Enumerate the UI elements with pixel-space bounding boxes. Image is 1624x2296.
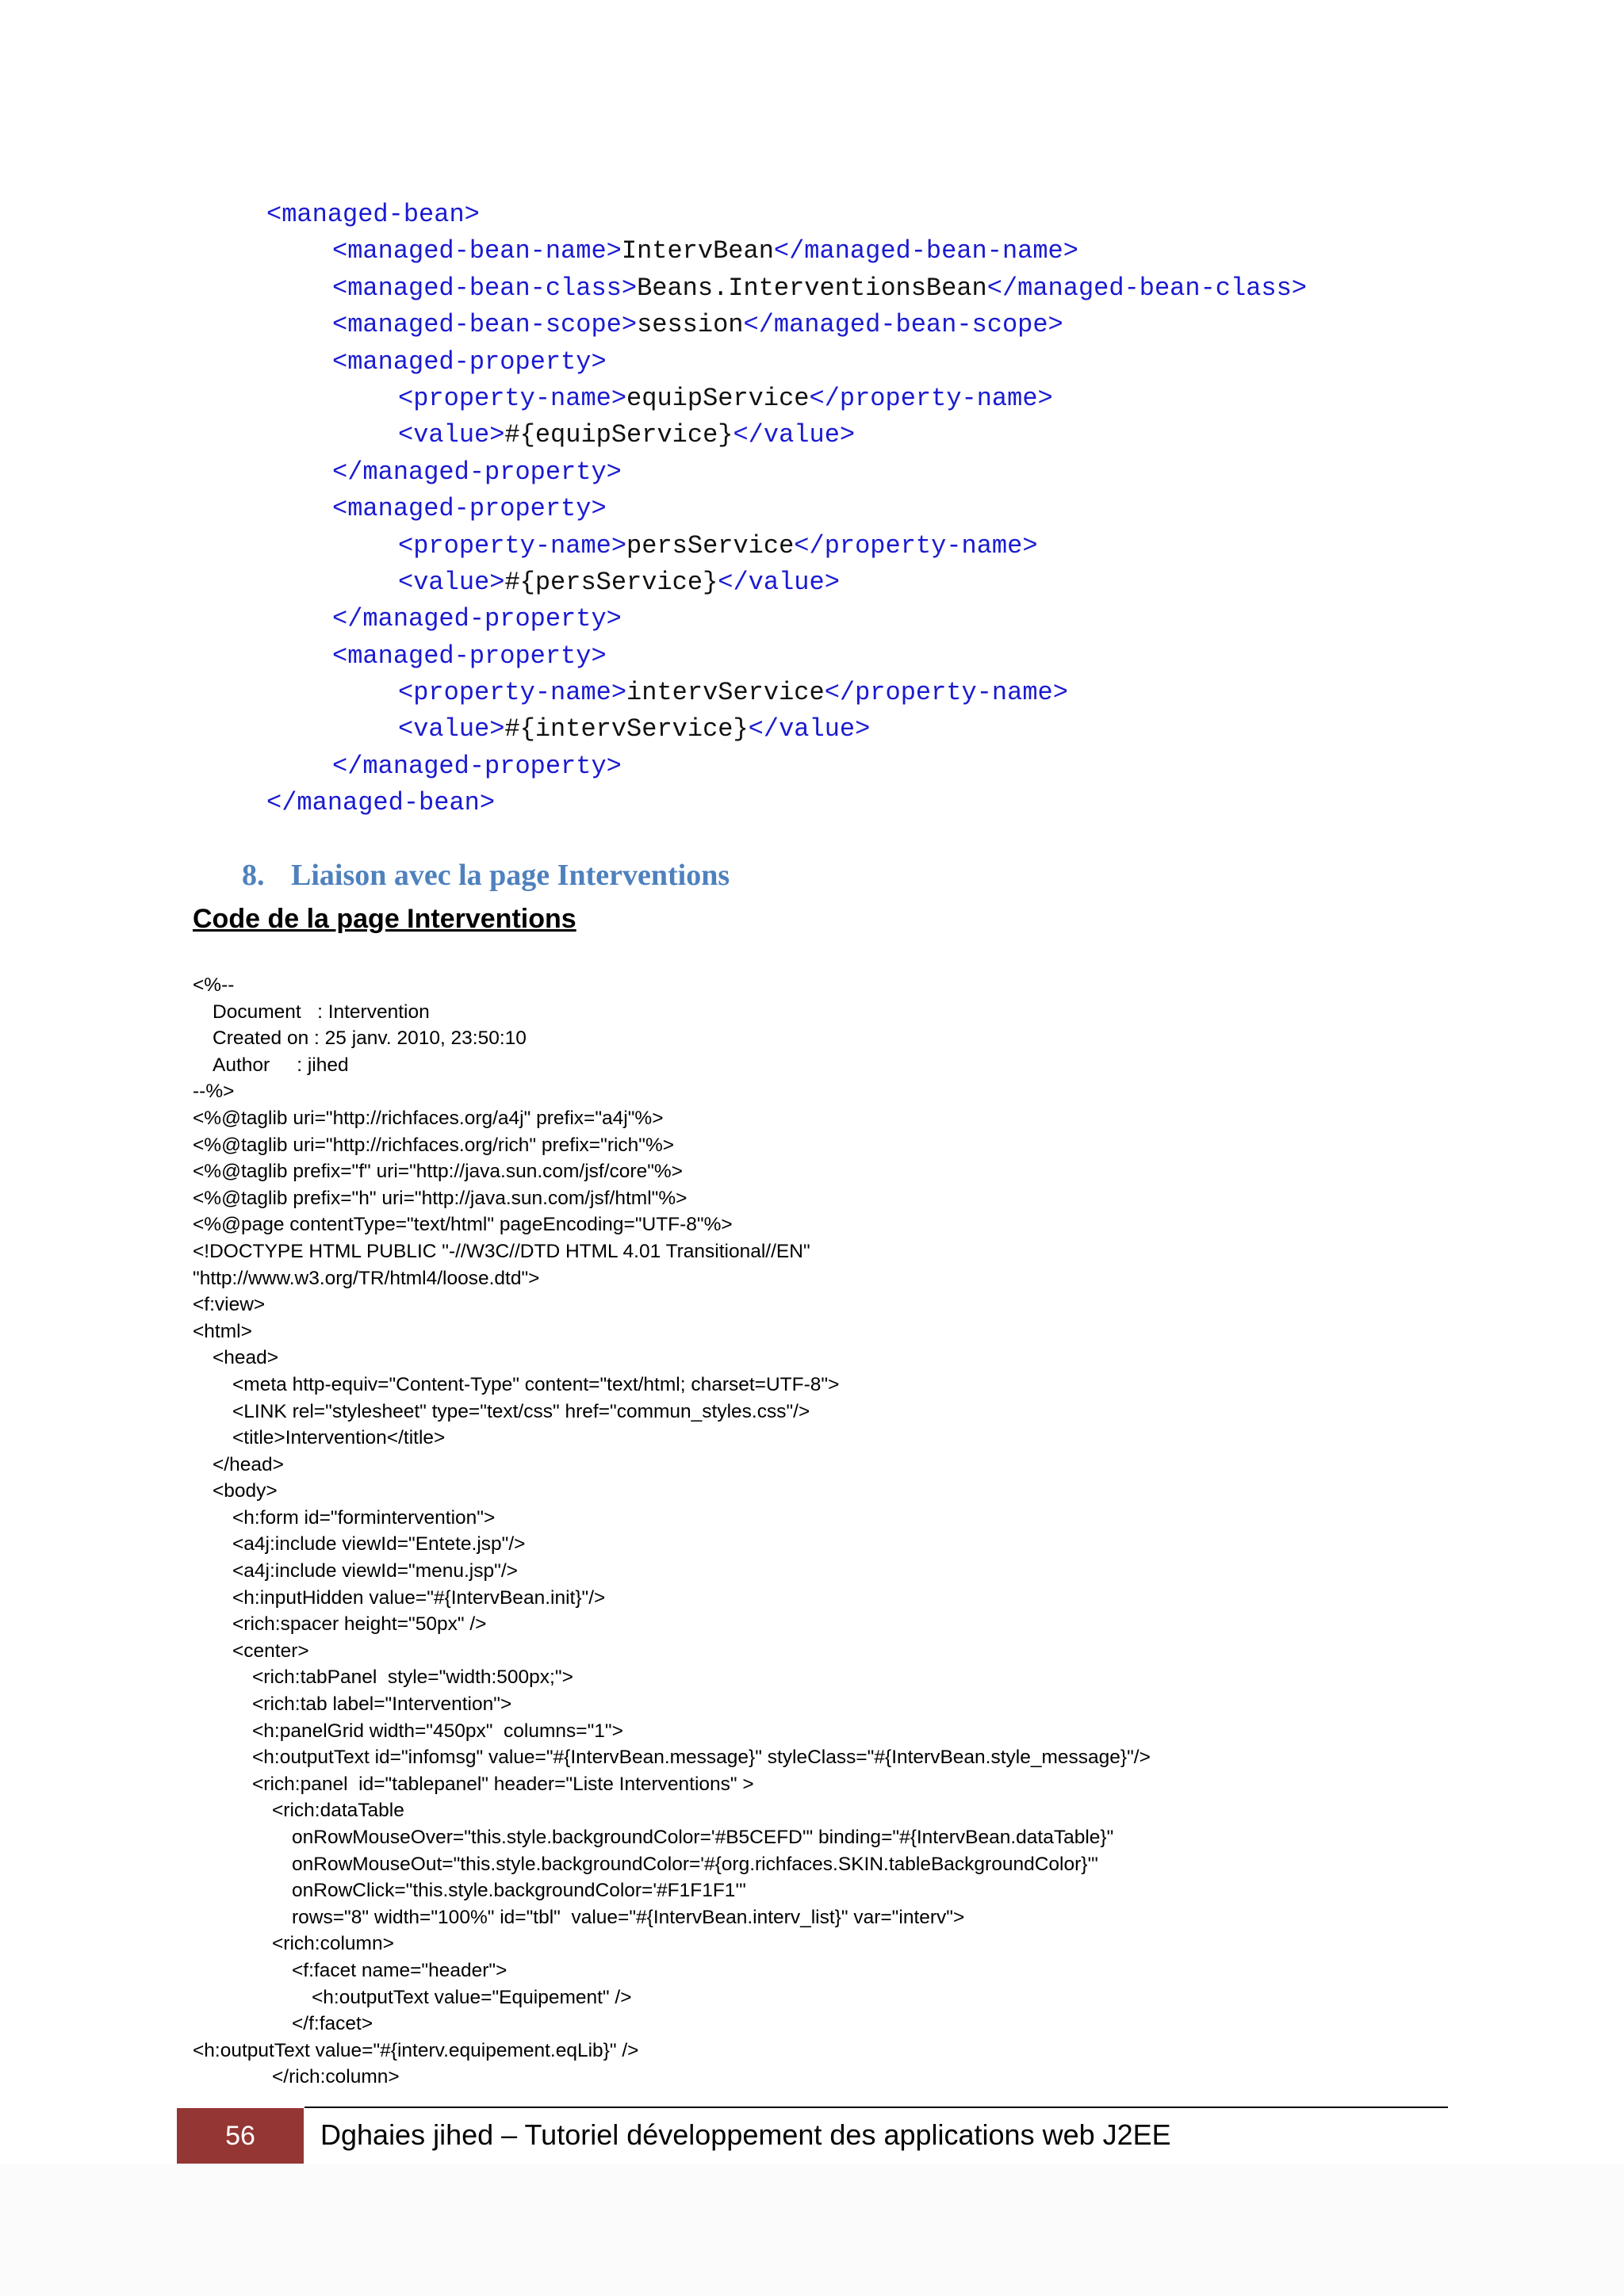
xml-tag: </managed-property> [332,751,622,781]
code-line: <%@taglib prefix="f" uri="http://java.sun.com/jsf/core"%> [193,1161,683,1183]
code-line: <a4j:include viewId="Entete.jsp"/> [232,1533,526,1556]
code-line: <rich:spacer height="50px" /> [232,1613,487,1636]
code-line: Author : jihed [213,1054,349,1076]
code-line: <f:view> [193,1294,266,1316]
xml-line [266,344,1307,381]
xml-tag: </property-name> [809,383,1053,413]
code-line: <%@taglib prefix="h" uri="http://java.sun.com/jsf/html"%> [193,1187,688,1209]
code-line: <rich:tabPanel style="width:500px;"> [252,1667,573,1689]
xml-tag: <property-name> [398,678,627,708]
code-line: <rich:tab label="Intervention"> [252,1693,512,1716]
xml-text: session [637,310,744,340]
section-number: 8. [242,859,265,892]
code-line: onRowClick="this.style.backgroundColor='#F1F1F1'" [292,1880,746,1902]
footer-text: Dghaies jihed – Tutoriel développement des applications web J2EE [320,2118,1171,2151]
code-line: onRowMouseOut="this.style.backgroundColor='#{org.richfaces.SKIN.tableBackgroundColor}'" [292,1853,1098,1875]
xml-tag: </managed-property> [332,457,622,487]
xml-line [266,233,1307,270]
code-line: <head> [213,1347,279,1369]
xml-tag: <property-name> [398,383,627,413]
code-line: </f:facet> [292,2013,373,2035]
code-line: <h:inputHidden value="#{IntervBean.init}"/> [232,1586,606,1609]
code-line: <%@taglib uri="http://richfaces.org/a4j" prefix="a4j"%> [193,1107,664,1129]
code-line: <h:outputText value="Equipement" /> [312,1986,632,2008]
xml-line [266,381,1307,417]
xml-line [266,491,1307,527]
xml-tag: <managed-property> [332,494,607,524]
code-line: onRowMouseOver="this.style.backgroundColor='#B5CEFD'" binding="#{IntervBean.dataTable}" [292,1827,1114,1848]
xml-tag: </managed-property> [332,604,622,634]
code-line: <rich:column> [272,1933,394,1955]
page-number-box [177,2108,304,2164]
xml-config-snippet [266,197,1307,822]
code-line: rows="8" width="100%" id="tbl" value="#{IntervBean.interv_list}" var="interv"> [292,1906,965,1928]
code-line: "http://www.w3.org/TR/html4/loose.dtd"> [193,1267,540,1289]
xml-text: equipService [626,383,810,413]
xml-tag: <managed-bean-class> [332,273,638,303]
xml-tag: <managed-bean-name> [332,236,622,266]
xml-tag: <value> [398,420,505,450]
xml-tag: <managed-property> [332,641,607,671]
page-number: 56 [225,2120,255,2151]
xml-tag: <managed-property> [332,346,607,377]
code-line: <rich:dataTable [272,1800,404,1822]
xml-line [266,638,1307,675]
xml-tag: </property-name> [794,530,1038,561]
xml-line [266,748,1307,785]
xml-text: #{persService} [504,567,718,597]
xml-text: intervService [626,678,825,708]
xml-line [266,197,1307,233]
xml-tag: </value> [733,420,856,450]
code-line: <%-- [193,974,235,996]
footer-divider [304,2107,1448,2108]
code-line: <!DOCTYPE HTML PUBLIC "-//W3C//DTD HTML 4.01 Transitional//EN" [193,1240,810,1262]
code-line: <center> [232,1640,309,1662]
code-line: --%> [193,1081,235,1103]
code-line: Created on : 25 janv. 2010, 23:50:10 [213,1027,527,1050]
xml-text: #{equipService} [504,420,733,450]
xml-tag: <property-name> [398,530,627,561]
page-bottom-margin [0,2164,1624,2296]
code-line: <f:facet name="header"> [292,1959,508,1981]
xml-text: #{intervService} [504,714,749,744]
xml-line [266,601,1307,637]
jsp-code-listing [193,972,1151,2091]
xml-tag: </value> [748,714,871,744]
xml-text: Beans.InterventionsBean [637,273,987,303]
xml-line [266,454,1307,491]
xml-line [266,528,1307,564]
code-line: <meta http-equiv="Content-Type" content="text/html; charset=UTF-8"> [232,1373,840,1395]
xml-text: IntervBean [621,236,774,266]
xml-line [266,564,1307,601]
xml-tag: </managed-bean-class> [986,273,1307,303]
code-line: <h:outputText id="infomsg" value="#{IntervBean.message}" styleClass="#{IntervBean.style_message}"/> [252,1747,1151,1769]
code-line: </head> [213,1453,284,1475]
xml-tag: </managed-bean-name> [773,236,1078,266]
code-line: <h:panelGrid width="450px" columns="1"> [252,1720,623,1742]
code-line: </rich:column> [272,2066,400,2088]
xml-line [266,417,1307,453]
code-line: <body> [213,1480,278,1502]
sub-heading: Code de la page Interventions [193,904,576,934]
xml-line [266,675,1307,711]
xml-line [266,785,1307,821]
code-line: <html> [193,1320,252,1342]
xml-tag: </property-name> [824,678,1068,708]
xml-tag: <managed-bean-scope> [332,310,638,340]
section-heading [242,858,730,893]
xml-tag: <value> [398,714,505,744]
xml-line [266,307,1307,343]
code-line: Document : Intervention [213,1001,430,1023]
xml-tag: </managed-bean-scope> [743,310,1063,340]
xml-tag: <value> [398,567,505,597]
code-line: <rich:panel id="tablepanel" header="Liste Interventions" > [252,1773,754,1795]
xml-line [266,711,1307,748]
code-line: <a4j:include viewId="menu.jsp"/> [232,1560,518,1582]
code-line: <h:form id="formintervention"> [232,1506,496,1529]
xml-text: persService [626,530,795,561]
xml-tag: <managed-bean> [266,200,480,229]
xml-line [266,270,1307,307]
xml-tag: </managed-bean> [266,788,496,818]
code-line: <title>Intervention</title> [232,1427,446,1449]
code-line: <%@taglib uri="http://richfaces.org/rich" prefix="rich"%> [193,1134,675,1156]
section-title: Liaison avec la page Interventions [291,859,730,892]
code-line: <LINK rel="stylesheet" type="text/css" href="commun_styles.css"/> [232,1400,810,1422]
code-line: <h:outputText value="#{interv.equipement.eqLib}" /> [193,2039,639,2061]
code-line: <%@page contentType="text/html" pageEncoding="UTF-8"%> [193,1214,733,1236]
xml-tag: </value> [718,567,840,597]
